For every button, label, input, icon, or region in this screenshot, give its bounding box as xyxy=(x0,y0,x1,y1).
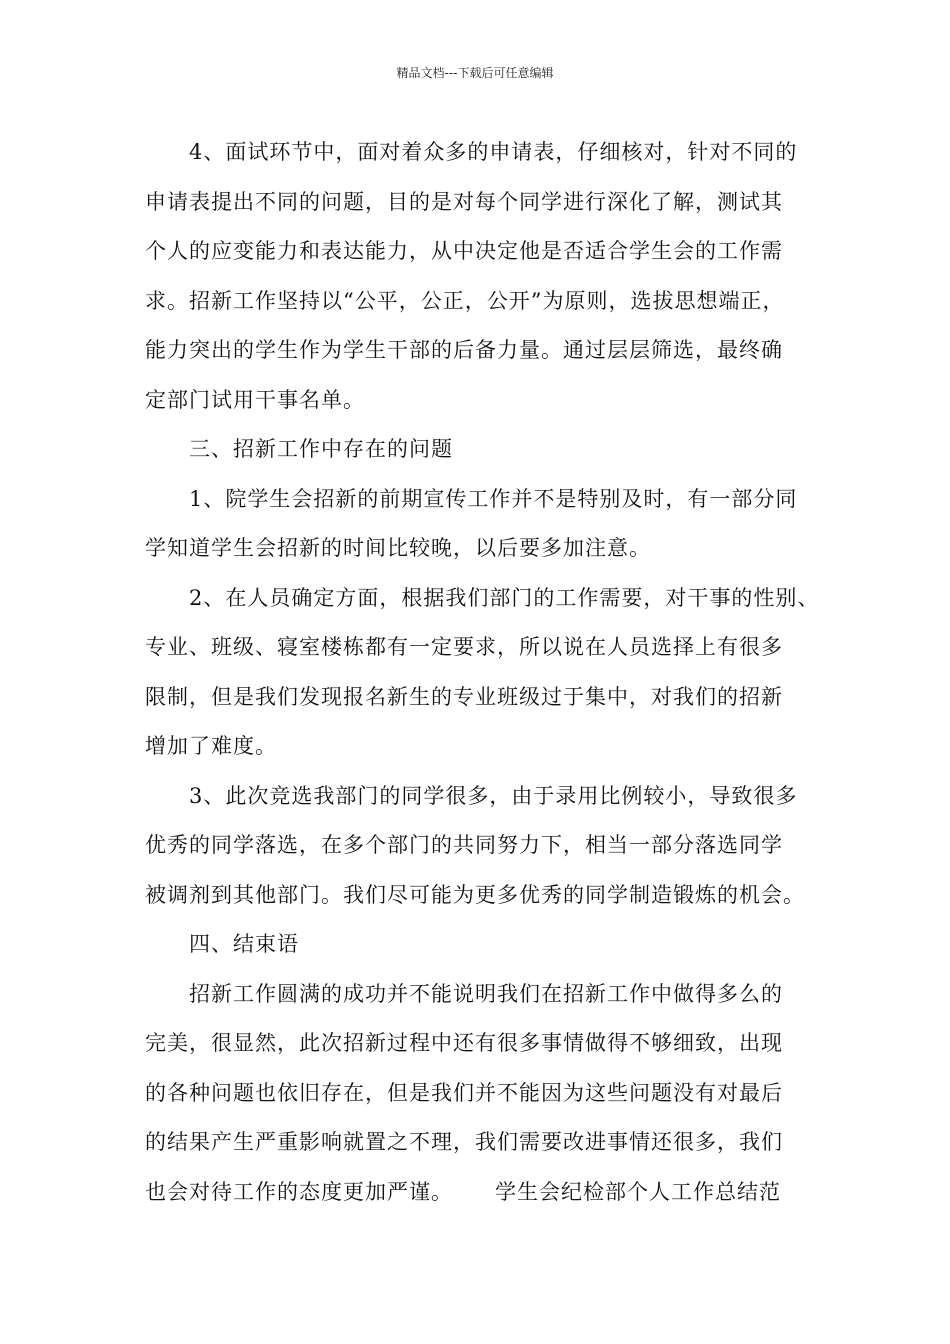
paragraph-line: 的各种问题也依旧存在，但是我们并不能因为这些问题没有对最后 xyxy=(145,1080,783,1105)
paragraph-line: 个人的应变能力和表达能力，从中决定他是否适合学生会的工作需 xyxy=(145,239,783,263)
paragraph-line xyxy=(145,1168,810,1218)
paragraph-line: 4、面试环节中，面对着众多的申请表，仔细核对，针对不同的 xyxy=(189,140,798,164)
paragraph-line: 四、结束语 xyxy=(189,932,299,956)
paragraph-line: 增加了难度。 xyxy=(145,734,277,758)
paragraph-line: 学知道学生会招新的时间比较晚，以后要多加注意。 xyxy=(145,536,651,560)
document-body xyxy=(145,128,820,1217)
paragraph-line-part: 学生会纪检部个人工作总结范 xyxy=(495,1179,781,1204)
page-header: 精品文档---下载后可任意编辑 xyxy=(396,66,554,80)
paragraph-line: 专业、班级、寝室楼栋都有一定要求，所以说在人员选择上有很多 xyxy=(145,635,783,659)
paragraph-line: 被调剂到其他部门。我们尽可能为更多优秀的同学制造锻炼的机会。 xyxy=(145,882,805,907)
paragraph-line: 定部门试用干事名单。 xyxy=(145,387,365,412)
paragraph-line: 限制，但是我们发现报名新生的专业班级过于集中，对我们的招新 xyxy=(145,684,783,709)
paragraph-line: 完美，很显然，此次招新过程中还有很多事情做得不够细致，出现 xyxy=(145,1031,783,1055)
paragraph-line-part: 也会对待工作的态度更加严谨。 xyxy=(145,1179,453,1204)
paragraph-line: 1、院学生会招新的前期宣传工作并不是特别及时，有一部分同 xyxy=(189,486,798,511)
paragraph-line: 优秀的同学落选，在多个部门的共同努力下，相当一部分落选同学 xyxy=(145,833,783,857)
paragraph-line: 的结果产生严重影响就置之不理，我们需要改进事情还很多，我们 xyxy=(145,1130,783,1154)
paragraph-line: 能力突出的学生作为学生干部的后备力量。通过层层筛选，最终确 xyxy=(145,338,783,362)
paragraph-line: 求。招新工作坚持以“公平，公正，公开”为原则，选拔思想端正， xyxy=(145,288,785,313)
paragraph-line: 3、此次竞选我部门的同学很多，由于录用比例较小，导致很多 xyxy=(189,783,798,808)
paragraph-line: 申请表提出不同的问题，目的是对每个同学进行深化了解，测试其 xyxy=(145,189,783,214)
paragraph-line: 招新工作圆满的成功并不能说明我们在招新工作中做得多么的 xyxy=(189,981,783,1006)
paragraph-line: 2、在人员确定方面，根据我们部门的工作需要，对干事的性别、 xyxy=(189,585,820,610)
paragraph-line: 三、招新工作中存在的问题 xyxy=(189,437,453,461)
